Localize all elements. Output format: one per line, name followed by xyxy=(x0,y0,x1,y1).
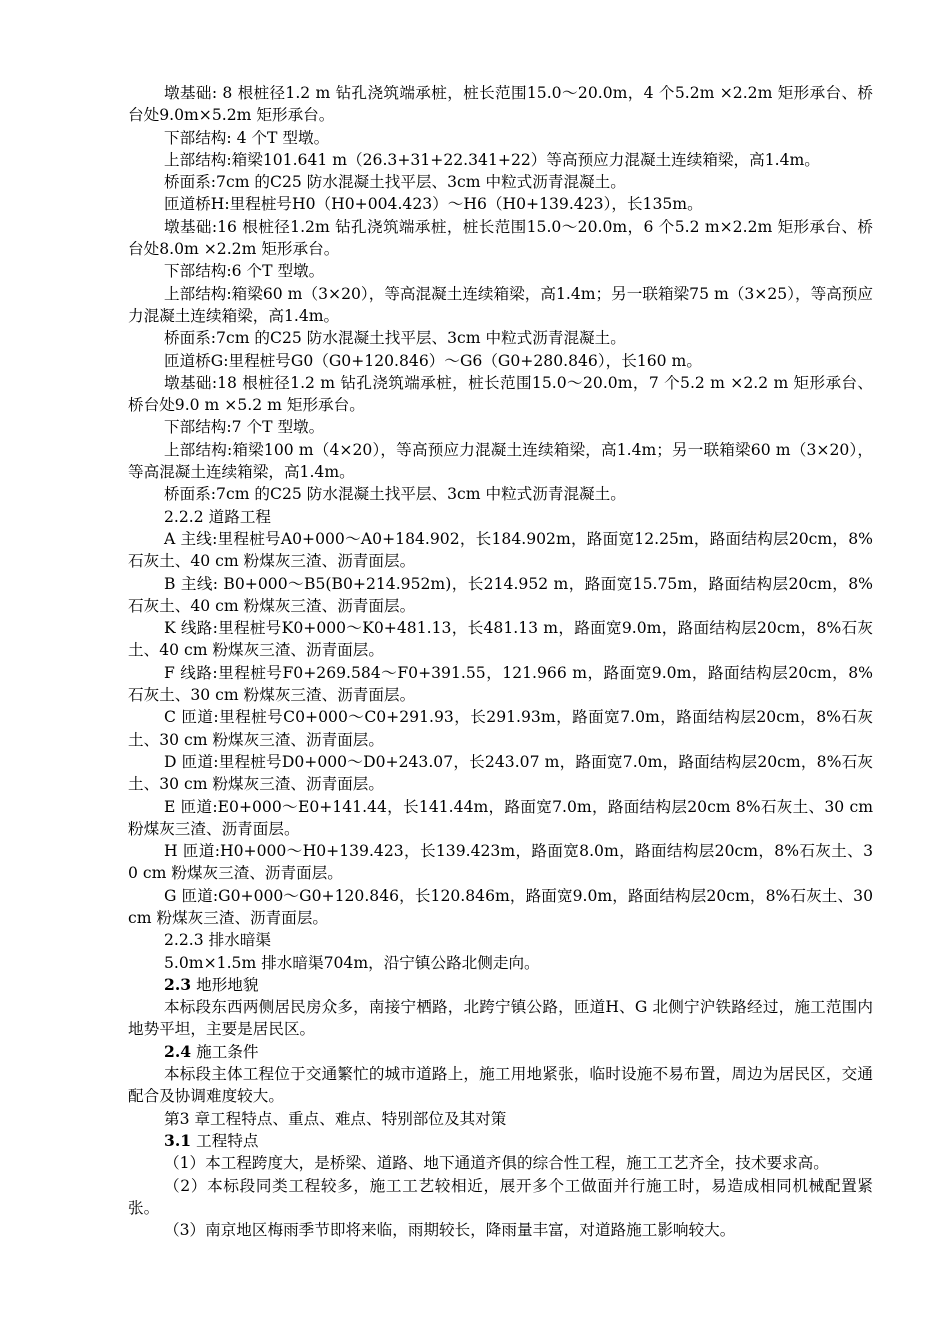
list-item: （2）本标段同类工程较多，施工工艺较相近，展开多个工做面并行施工时，易造成相同机械配置紧张。 xyxy=(128,1176,873,1217)
paragraph: 5.0m×1.5m 排水暗渠704m，沿宁镇公路北侧走向。 xyxy=(164,953,540,972)
paragraph: 桥面系:7cm 的C25 防水混凝土找平层、3cm 中粒式沥青混凝土。 xyxy=(164,329,626,348)
paragraph: 墩基础: 8 根桩径1.2 m 钻孔浇筑端承桩，桩长范围15.0～20.0m，4 个5.2m ×2.2m 矩形承台、桥台处9.0m×5.2m 矩形承台。 xyxy=(128,84,873,125)
paragraph: 匝道桥G:里程桩号G0（G0+120.846）～G6（G0+280.846），长160 m。 xyxy=(164,351,702,370)
paragraph: G 匝道:G0+000～G0+120.846，长120.846m，路面宽9.0m，路面结构层20cm，8%石灰土、30 cm 粉煤灰三渣、沥青面层。 xyxy=(128,886,873,927)
list-item: （1）本工程跨度大，是桥梁、道路、地下通道齐俱的综合性工程，施工工艺齐全，技术要求高。 xyxy=(164,1154,829,1173)
paragraph: 下部结构:6 个T 型墩。 xyxy=(164,262,325,281)
document-body xyxy=(128,82,873,1241)
paragraph: 匝道桥H:里程桩号H0（H0+004.423）～H6（H0+139.423），长135m。 xyxy=(164,195,703,214)
paragraph: 桥面系:7cm 的C25 防水混凝土找平层、3cm 中粒式沥青混凝土。 xyxy=(164,173,626,192)
paragraph: B 主线: B0+000～B5(B0+214.952m)，长214.952 m，路面宽15.75m，路面结构层20cm，8%石灰土、40 cm 粉煤灰三渣、沥青面层。 xyxy=(128,574,873,615)
section-number: 2.4 xyxy=(164,1041,192,1061)
paragraph: A 主线:里程桩号A0+000～A0+184.902，长184.902m，路面宽12.25m，路面结构层20cm，8%石灰土、40 cm 粉煤灰三渣、沥青面层。 xyxy=(128,529,873,571)
paragraph: 墩基础:18 根桩径1.2 m 钻孔浇筑端承桩，桩长范围15.0～20.0m，7 个5.2 m ×2.2 m 矩形承台、桥台处9.0 m ×5.2 m 矩形承台。 xyxy=(128,373,873,415)
section-title: 工程特点 xyxy=(191,1131,259,1150)
paragraph: 上部结构:箱梁101.641 m（26.3+31+22.341+22）等高预应力混凝土连续箱梁，高1.4m。 xyxy=(164,150,820,169)
section-number: 2.3 xyxy=(164,974,192,994)
section-title: 施工条件 xyxy=(191,1042,259,1061)
section-title: 地形地貌 xyxy=(191,975,259,994)
paragraph: 下部结构: 4 个T 型墩。 xyxy=(164,128,330,147)
chapter-heading: 第3 章工程特点、重点、难点、特别部位及其对策 xyxy=(164,1109,507,1128)
paragraph: 墩基础:16 根桩径1.2m 钻孔浇筑端承桩，桩长范围15.0～20.0m，6 个5.2 m×2.2m 矩形承台、桥台处8.0m ×2.2m 矩形承台。 xyxy=(128,217,873,259)
paragraph: D 匝道:里程桩号D0+000～D0+243.07，长243.07 m，路面宽7.0m，路面结构层20cm，8%石灰土、30 cm 粉煤灰三渣、沥青面层。 xyxy=(128,752,873,794)
paragraph: K 线路:里程桩号K0+000～K0+481.13，长481.13 m，路面宽9.0m，路面结构层20cm，8%石灰土、40 cm 粉煤灰三渣、沥青面层。 xyxy=(128,619,873,660)
section-heading xyxy=(128,1130,873,1152)
paragraph: E 匝道:E0+000～E0+141.44，长141.44m，路面宽7.0m，路面结构层20cm 8%石灰土、30 cm 粉煤灰三渣、沥青面层。 xyxy=(128,797,873,838)
paragraph: F 线路:里程桩号F0+269.584～F0+391.55，121.966 m，路面宽9.0m，路面结构层20cm，8%石灰土、30 cm 粉煤灰三渣、沥青面层。 xyxy=(128,663,873,705)
section-heading xyxy=(128,1041,873,1063)
paragraph: 上部结构:箱梁100 m（4×20），等高预应力混凝土连续箱梁，高1.4m；另一联箱梁60 m（3×20），等高混凝土连续箱梁，高1.4m。 xyxy=(128,440,873,482)
section-heading: 2.2.3 排水暗渠 xyxy=(164,931,272,950)
paragraph: 上部结构:箱梁60 m（3×20），等高混凝土连续箱梁，高1.4m；另一联箱梁75 m（3×25），等高预应力混凝土连续箱梁，高1.4m。 xyxy=(128,284,873,325)
paragraph: H 匝道:H0+000～H0+139.423，长139.423m，路面宽8.0m，路面结构层20cm，8%石灰土、30 cm 粉煤灰三渣、沥青面层。 xyxy=(128,842,873,883)
section-heading: 2.2.2 道路工程 xyxy=(164,507,272,526)
section-heading xyxy=(128,974,873,996)
paragraph: 下部结构:7 个T 型墩。 xyxy=(164,418,325,437)
paragraph: 本标段东西两侧居民房众多，南接宁栖路，北跨宁镇公路，匝道H、G 北侧宁沪铁路经过，施工范围内地势平坦，主要是居民区。 xyxy=(128,998,873,1039)
paragraph: 桥面系:7cm 的C25 防水混凝土找平层、3cm 中粒式沥青混凝土。 xyxy=(164,485,626,504)
paragraph: 本标段主体工程位于交通繁忙的城市道路上，施工用地紧张，临时设施不易布置，周边为居民区，交通配合及协调难度较大。 xyxy=(128,1065,873,1106)
paragraph: C 匝道:里程桩号C0+000～C0+291.93，长291.93m，路面宽7.0m，路面结构层20cm，8%石灰土、30 cm 粉煤灰三渣、沥青面层。 xyxy=(128,708,873,749)
section-number: 3.1 xyxy=(164,1130,192,1150)
list-item: （3）南京地区梅雨季节即将来临，雨期较长，降雨量丰富，对道路施工影响较大。 xyxy=(164,1221,736,1240)
